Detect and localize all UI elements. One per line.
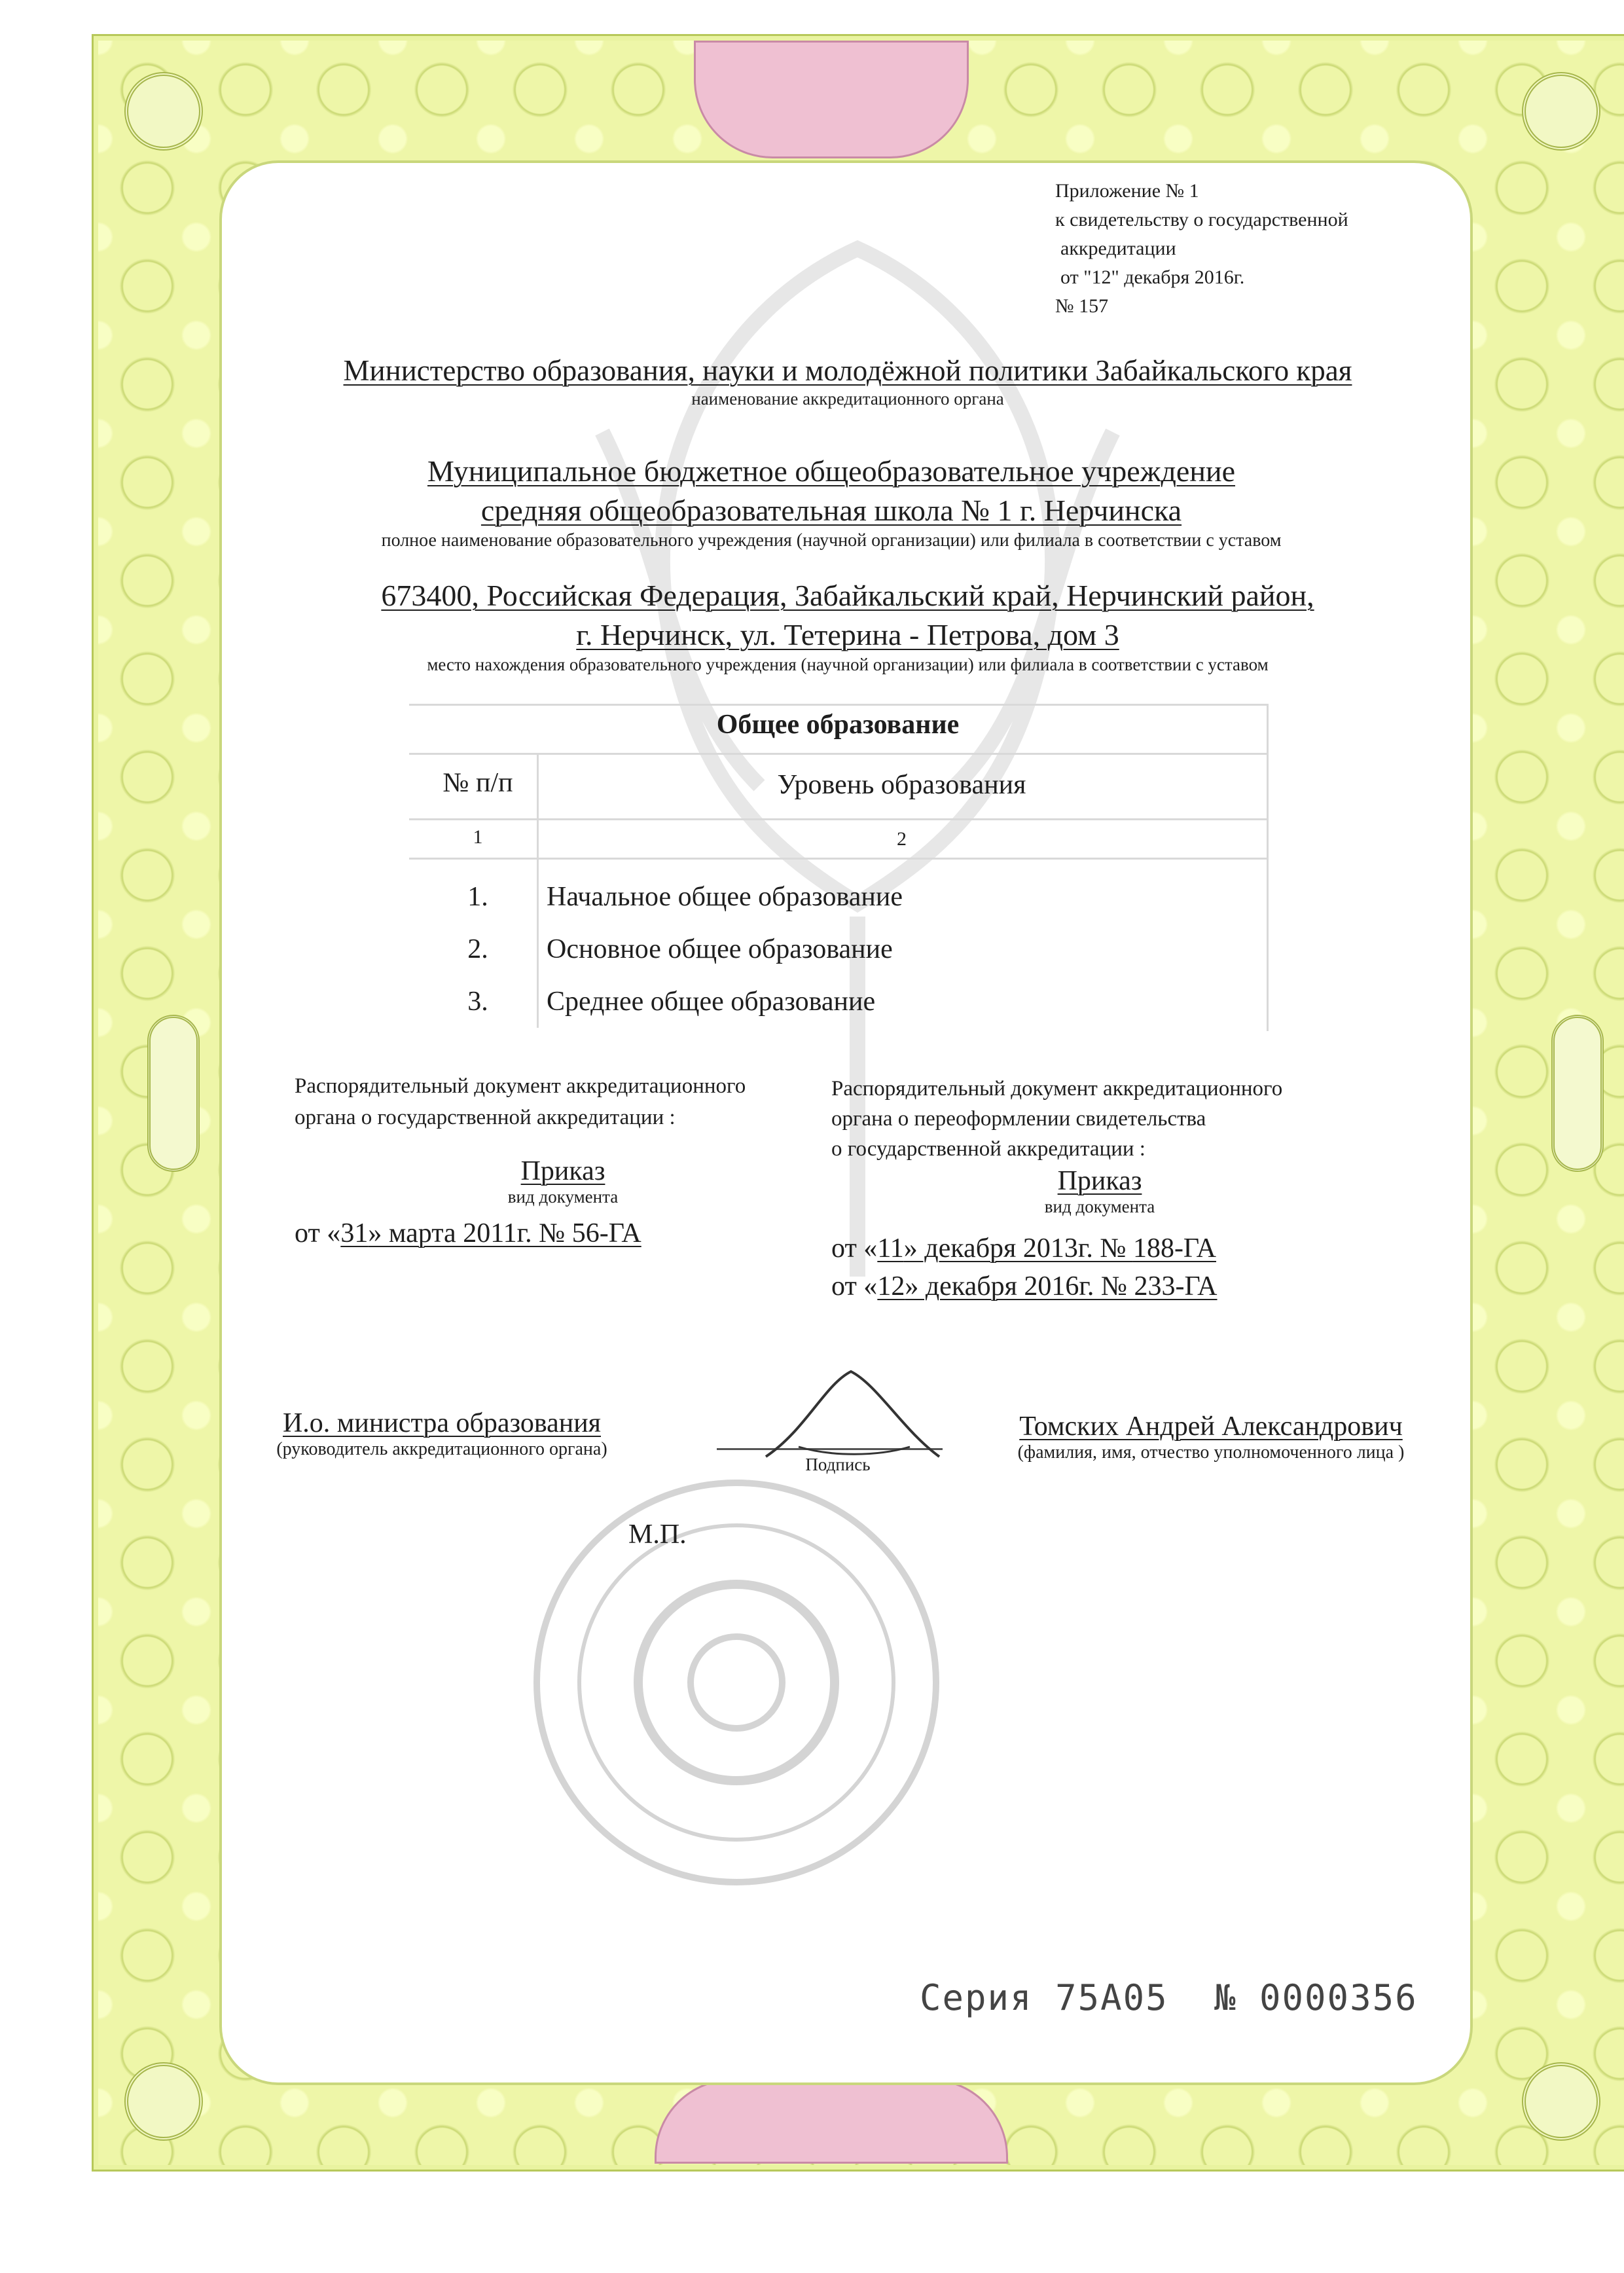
table-border-right (1267, 704, 1269, 1031)
signatory-position-caption: (руководитель аккредитационного органа) (276, 1439, 607, 1459)
decision-right-order (831, 1229, 1218, 1267)
appendix-line: к свидетельству о государственной (1055, 209, 1348, 230)
table-title: Общее образование (716, 710, 960, 740)
decision-right-doc-type: Приказ (1057, 1166, 1142, 1196)
table-row-levels (547, 871, 1267, 1028)
authority-block (249, 354, 1447, 409)
table-row-number: 3. (467, 987, 488, 1017)
order-date: » декабря 2016г. № (905, 1271, 1134, 1301)
institution-name-line2: средняя общеобразовательная школа № 1 г. Нерчинска (480, 494, 1182, 527)
address-line1: 673400, Российская Федерация, Забайкальский край, Нерчинский район, (381, 579, 1314, 612)
appendix-date: от "12" декабря 2016г. (1060, 266, 1245, 288)
appendix-title: Приложение № 1 (1055, 180, 1199, 202)
table-row-number: 1. (467, 882, 488, 912)
corner-ornament-bottom-right (1522, 2062, 1600, 2141)
institution-caption: полное наименование образовательного учреждения (научной организации) или филиала в соответствии с уставом (381, 530, 1282, 551)
decision-left-heading (295, 1070, 746, 1133)
decision-right-line: органа о переоформлении свидетельства (831, 1107, 1206, 1131)
decision-left-order (295, 1218, 641, 1249)
address-block (249, 576, 1447, 675)
order-number: 188-ГА (1132, 1233, 1216, 1264)
institution-name-line1: Муниципальное бюджетное общеобразовательное учреждение (427, 454, 1235, 488)
decision-left-line: органа о государственной аккредитации : (295, 1106, 676, 1129)
authority-caption: наименование аккредитационного органа (691, 389, 1004, 409)
decision-right-heading (831, 1074, 1282, 1164)
order-day: 11 (877, 1233, 904, 1264)
appendix-line: аккредитации (1060, 238, 1176, 259)
decision-left-line: Распорядительный документ аккредитационного (295, 1074, 746, 1098)
corner-ornament-top-left (124, 72, 203, 151)
authority-name: Министерство образования, науки и молодёжной политики Забайкальского края (343, 354, 1352, 387)
handwritten-signature (753, 1358, 949, 1470)
order-day: 12 (877, 1271, 905, 1301)
table-row-level: Основное общее образование (547, 934, 893, 964)
decision-right-line: о государственной аккредитации : (831, 1137, 1146, 1161)
order-prefix: от « (831, 1233, 878, 1264)
table-header-level: Уровень образования (777, 770, 1026, 800)
side-ornament-right (1551, 1015, 1604, 1172)
official-seal-stamp (527, 1473, 946, 1892)
table-row-level: Среднее общее образование (547, 987, 876, 1017)
certificate-number: № 0000356 (1214, 1977, 1418, 2018)
address-line2: г. Нерчинск, ул. Тетерина - Петрова, дом 3 (576, 618, 1119, 651)
decision-left-doc (406, 1155, 720, 1207)
side-ornament-left (147, 1015, 200, 1172)
decision-right-order (831, 1267, 1218, 1305)
table-row (419, 871, 537, 1028)
decision-right-doc-caption: вид документа (1044, 1197, 1155, 1216)
order-number: 233-ГА (1134, 1271, 1218, 1301)
address-caption: место нахождения образовательного учреждения (научной организации) или филиала в соответствии с уставом (427, 655, 1269, 674)
signatory-name-caption: (фамилия, имя, отчество уполномоченного лица ) (1017, 1442, 1405, 1463)
table-row-level: Начальное общее образование (547, 882, 903, 912)
decision-right-line: Распорядительный документ аккредитационного (831, 1077, 1283, 1100)
table-index-level: 2 (897, 828, 907, 850)
seal-place-label: М.П. (628, 1519, 687, 1550)
signatory-name-block (969, 1411, 1453, 1463)
order-day: 31 (340, 1218, 369, 1248)
decision-right-orders (831, 1229, 1218, 1305)
table-border-top (409, 704, 1267, 706)
table-index-number: 1 (473, 826, 483, 848)
signatory-position: И.о. министра образования (282, 1408, 602, 1438)
decision-left-doc-type: Приказ (520, 1156, 605, 1186)
signatory-position-block (239, 1408, 645, 1460)
appendix-reference-block (1055, 177, 1348, 321)
order-date: » декабря 2013г. № (903, 1233, 1133, 1264)
table-header-number: № п/п (442, 768, 513, 798)
top-pink-ornament (694, 41, 969, 158)
decision-left-doc-caption: вид документа (507, 1187, 619, 1207)
order-date-number: » марта 2011г. № 56-ГА (368, 1218, 641, 1248)
certificate-series: Серия 75А05 (920, 1977, 1168, 2018)
table-row-number: 2. (467, 934, 488, 964)
corner-ornament-top-right (1522, 72, 1600, 151)
order-prefix: от « (831, 1271, 878, 1301)
signature-caption: Подпись (805, 1455, 871, 1474)
corner-ornament-bottom-left (124, 2062, 203, 2141)
appendix-number: № 157 (1055, 295, 1109, 317)
signatory-name: Томских Андрей Александрович (1019, 1411, 1403, 1442)
institution-block (216, 452, 1447, 551)
order-prefix: от « (295, 1218, 341, 1248)
bottom-pink-ornament (655, 2079, 1008, 2164)
decision-right-doc (943, 1165, 1257, 1217)
